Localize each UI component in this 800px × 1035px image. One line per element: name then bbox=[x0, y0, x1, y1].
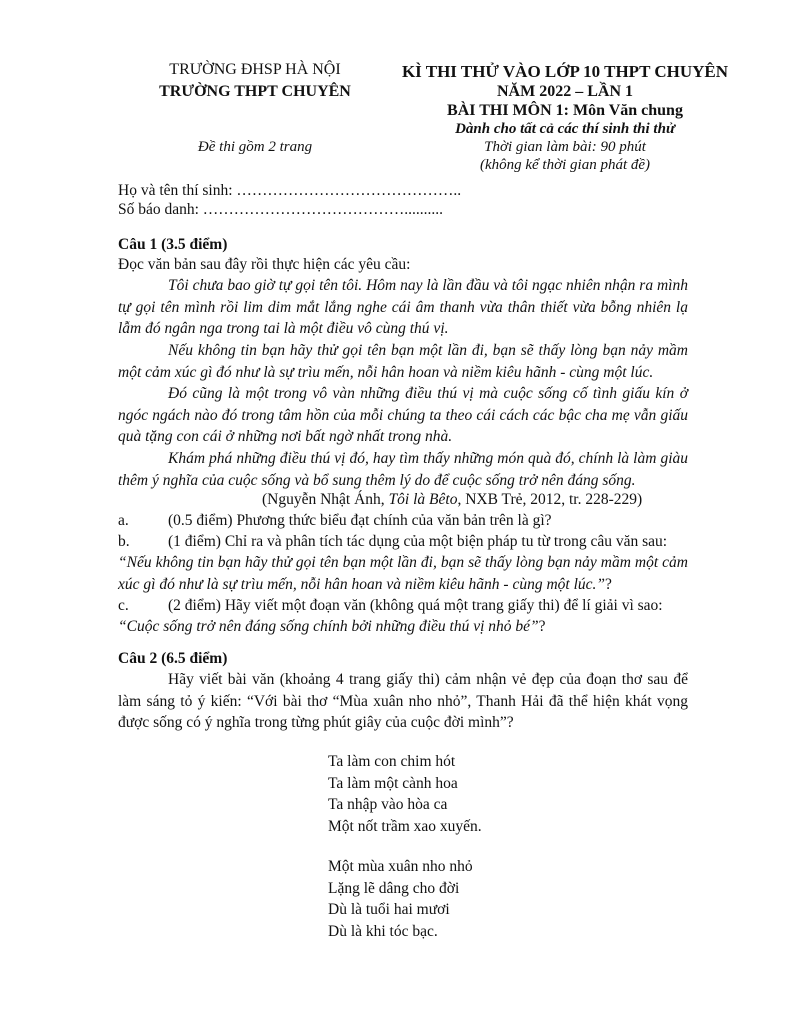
subject-line bbox=[395, 102, 735, 120]
candidate-id-field: Số báo danh: ………………………………….......... bbox=[118, 201, 444, 218]
poem-stanza-1 bbox=[328, 751, 482, 837]
q1c-text: (2 điểm) Hãy viết một đoạn văn (không quá một trang giấy thi) để lí giải vì sao: bbox=[168, 597, 663, 614]
q1c-end: ? bbox=[538, 618, 546, 635]
source-prefix: (Nguyễn Nhật Ánh, bbox=[262, 491, 389, 508]
passage-paragraph: Tôi chưa bao giờ tự gọi tên tôi. Hôm nay là lần đầu và tôi ngạc nhiên nhận ra mình tự gọi tên mình rồi lim dim mắt lắng nghe cái âm thanh vừa thân thiết vừa bỗng nhiên lạ lẫm đó ngân nga trong tai là một điều vô cùng thú vị. bbox=[118, 277, 688, 337]
q2-prompt: Hãy viết bài văn (khoảng 4 trang giấy thi) cảm nhận vẻ đẹp của đoạn thơ sau để làm sáng tỏ ý kiến: “Với bài thơ “Mùa xuân nho nhỏ”, Thanh Hải đã thể hiện khát vọng được sống có ý nghĩa trong từng phút giây của cuộc đời mình”? bbox=[118, 671, 688, 731]
exam-year: NĂM 2022 – LẦN 1 bbox=[497, 83, 633, 100]
poem-line: Ta làm con chim hót bbox=[328, 753, 456, 770]
school-line-1: TRƯỜNG ĐHSP HÀ NỘI bbox=[169, 61, 341, 78]
passage-paragraph: Nếu không tin bạn hãy thử gọi tên bạn một lần đi, bạn sẽ thấy lòng bạn nảy mầm một cảm xúc gì đó như là sự trìu mến, nỗi hân hoan và niềm kiêu hãnh - cùng một lúc. bbox=[118, 342, 688, 381]
q1a-label: a. bbox=[118, 512, 129, 529]
q1-title: Câu 1 (3.5 điểm) bbox=[118, 236, 228, 253]
poem-line: Ta nhập vào hòa ca bbox=[328, 796, 448, 813]
source-suffix: , NXB Trẻ, 2012, tr. 228-229) bbox=[457, 491, 643, 508]
q2-title: Câu 2 (6.5 điểm) bbox=[118, 650, 228, 667]
poem-line: Một mùa xuân nho nhỏ bbox=[328, 858, 473, 875]
poem-line: Ta làm một cành hoa bbox=[328, 774, 458, 792]
source-book-title: Tôi là Bêto bbox=[388, 491, 458, 508]
page-count-note: Đề thi gồm 2 trang bbox=[197, 139, 313, 155]
candidate-name-field: Họ và tên thí sinh: …………………………………….. bbox=[118, 182, 462, 199]
q1b-quote: “Nếu không tin bạn hãy thử gọi tên bạn một lần đi, bạn sẽ thấy lòng bạn nảy mầm một cảm xúc gì đó như là sự trìu mến, nỗi hân hoan và niềm kiêu hãnh - cùng một lúc.” bbox=[118, 554, 688, 593]
q1c-label: c. bbox=[118, 597, 129, 614]
subject-label: BÀI THI MÔN 1: bbox=[447, 102, 569, 119]
q1a-text: (0.5 điểm) Phương thức biểu đạt chính của văn bản trên là gì? bbox=[168, 512, 552, 529]
q1b-quote-block bbox=[118, 552, 688, 595]
q1-instruction: Đọc văn bản sau đây rồi thực hiện các yêu cầu: bbox=[118, 256, 411, 273]
q1b-end: ? bbox=[605, 575, 612, 593]
poem-line: Dù là tuổi hai mươi bbox=[328, 901, 450, 918]
school-line-2: TRƯỜNG THPT CHUYÊN bbox=[159, 83, 351, 100]
audience-note: Dành cho tất cả các thí sinh thi thử bbox=[455, 121, 675, 137]
subject-name: Môn Văn chung bbox=[572, 102, 683, 119]
poem-line: Một nốt trầm xao xuyến. bbox=[328, 817, 482, 835]
passage-source bbox=[262, 489, 642, 511]
q1b-text: (1 điểm) Chỉ ra và phân tích tác dụng của một biện pháp tu từ trong câu văn sau: bbox=[168, 533, 668, 550]
q1c-quote: “Cuộc sống trở nên đáng sống chính bởi những điều thú vị nhỏ bé” bbox=[118, 618, 539, 635]
poem-stanza-2 bbox=[328, 856, 473, 942]
poem-line: Lặng lẽ dâng cho đời bbox=[328, 879, 460, 897]
exam-title: KÌ THI THỬ VÀO LỚP 10 THPT CHUYÊN bbox=[401, 62, 729, 81]
duration-note: (không kể thời gian phát đề) bbox=[479, 157, 651, 173]
passage-paragraph: Đó cũng là một trong vô vàn những điều thú vị mà cuộc sống cố tình giấu kín ở ngóc ngách nào đó trong tâm hồn của mỗi chúng ta theo cái cách các bậc cha mẹ vẫn giấu quà tặng con cái ở những nơi bất ngờ nhất trong nhà. bbox=[118, 385, 688, 445]
poem-line: Dù là khi tóc bạc. bbox=[328, 922, 438, 940]
q1b-label: b. bbox=[118, 533, 130, 550]
q1c-quote-block bbox=[118, 616, 546, 638]
duration: Thời gian làm bài: 90 phút bbox=[484, 139, 646, 155]
passage-paragraph: Khám phá những điều thú vị đó, hay tìm thấy những món quà đó, chính là làm giàu thêm ý nghĩa của cuộc sống và bổ sung thêm lý do để cuộc sống trở nên đáng sống. bbox=[118, 450, 688, 489]
